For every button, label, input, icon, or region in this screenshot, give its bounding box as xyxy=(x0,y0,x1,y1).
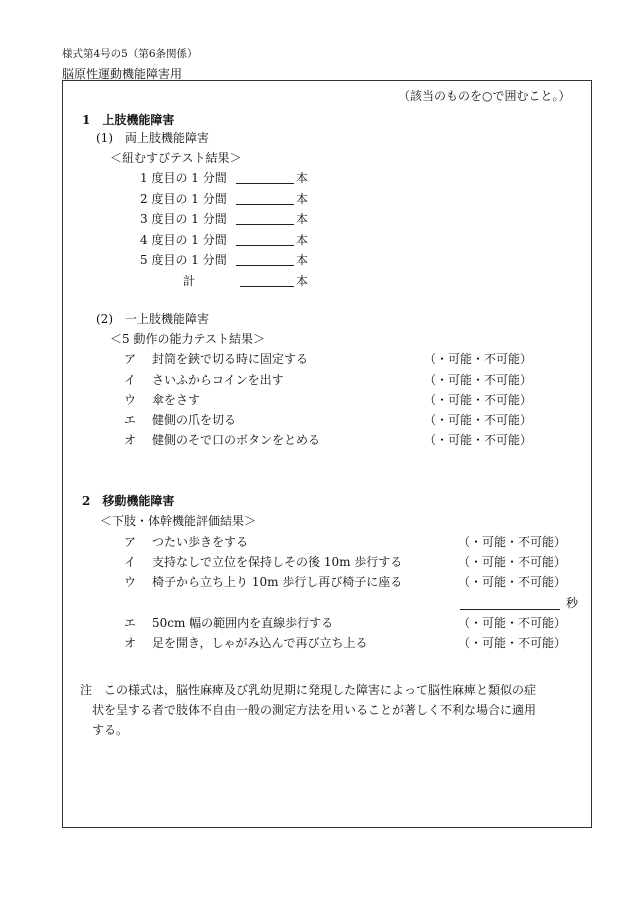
lower-item-1-text: つたい歩きをする xyxy=(152,535,249,549)
upper-item-4-mark: エ xyxy=(124,413,137,427)
string-test-row-3-label: 3 度目の 1 分間 xyxy=(140,212,227,226)
string-test-row-5-blank[interactable] xyxy=(236,265,294,266)
string-test-row-2-unit: 本 xyxy=(296,192,309,206)
lower-item-5-choice[interactable]: （・可能・不可能） xyxy=(458,636,567,650)
string-test-row-1-blank[interactable] xyxy=(236,183,294,184)
string-test-row-3-unit: 本 xyxy=(296,212,309,226)
upper-item-4-text: 健側の爪を切る xyxy=(152,413,237,427)
lower-test-title: ＜下肢・体幹機能評価結果＞ xyxy=(100,514,257,528)
upper-item-2-mark: イ xyxy=(124,373,137,387)
lower-item-1-mark: ア xyxy=(124,535,137,549)
section1-sub2-heading: (2) 一上肢機能障害 xyxy=(96,312,209,326)
upper-item-5-text: 健側のそで口のボタンをとめる xyxy=(152,433,321,447)
string-test-row-2-label: 2 度目の 1 分間 xyxy=(140,192,227,206)
note-line-3: する。 xyxy=(92,723,129,737)
section2-heading: 2 移動機能障害 xyxy=(82,494,175,508)
upper-item-5-mark: オ xyxy=(124,433,137,447)
string-test-row-3-blank[interactable] xyxy=(236,224,294,225)
note-line-2: 状を呈する者で肢体不自由一般の測定方法を用いることが著しく不利な場合に適用 xyxy=(92,703,537,717)
lower-item-3-text: 椅子から立ち上り 10m 歩行し再び椅子に座る xyxy=(152,575,403,589)
form-number: 様式第4号の5（第6条関係） xyxy=(62,48,198,60)
lower-item-4-text: 50cm 幅の範囲内を直線歩行する xyxy=(152,616,334,630)
string-test-row-4-label: 4 度目の 1 分間 xyxy=(140,233,227,247)
string-test-total-label: 計 xyxy=(183,274,196,288)
lower-item-2-mark: イ xyxy=(124,555,137,569)
section1-heading: 1 上肢機能障害 xyxy=(82,113,175,127)
upper-item-3-text: 傘をさす xyxy=(152,393,201,407)
five-action-test-title: ＜5 動作の能力テスト結果＞ xyxy=(110,332,265,346)
string-test-row-5-label: 5 度目の 1 分間 xyxy=(140,253,227,267)
string-test-title: ＜紐むすびテスト結果＞ xyxy=(110,151,242,165)
seconds-unit: 秒 xyxy=(566,596,579,610)
string-test-row-5-unit: 本 xyxy=(296,253,309,267)
upper-item-5-choice[interactable]: （・可能・不可能） xyxy=(424,433,533,447)
upper-item-2-text: さいふからコインを出す xyxy=(152,373,284,387)
lower-item-2-text: 支持なしで立位を保持しその後 10m 歩行する xyxy=(152,555,403,569)
upper-item-1-mark: ア xyxy=(124,352,137,366)
upper-item-2-choice[interactable]: （・可能・不可能） xyxy=(424,373,533,387)
string-test-row-4-blank[interactable] xyxy=(236,245,294,246)
string-test-row-4-unit: 本 xyxy=(296,233,309,247)
lower-item-5-text: 足を開き，しゃがみ込んで再び立ち上る xyxy=(152,636,368,650)
seconds-blank[interactable] xyxy=(460,609,560,610)
lower-item-1-choice[interactable]: （・可能・不可能） xyxy=(458,535,567,549)
lower-item-3-choice[interactable]: （・可能・不可能） xyxy=(458,575,567,589)
form-title: 脳原性運動機能障害用 xyxy=(62,67,183,81)
lower-item-5-mark: オ xyxy=(124,636,137,650)
lower-item-2-choice[interactable]: （・可能・不可能） xyxy=(458,555,567,569)
upper-item-3-choice[interactable]: （・可能・不可能） xyxy=(424,393,533,407)
string-test-row-2-blank[interactable] xyxy=(236,204,294,205)
upper-item-3-mark: ウ xyxy=(124,393,137,407)
string-test-row-1-unit: 本 xyxy=(296,171,309,185)
instruction-note: （該当のものを○で囲むこと。） xyxy=(398,89,571,103)
upper-item-1-text: 封筒を鋏で切る時に固定する xyxy=(152,352,309,366)
section1-sub1-heading: (1) 両上肢機能障害 xyxy=(96,131,209,145)
string-test-row-1-label: 1 度目の 1 分間 xyxy=(140,171,227,185)
lower-item-4-mark: エ xyxy=(124,616,137,630)
string-test-total-unit: 本 xyxy=(296,274,309,288)
string-test-total-blank[interactable] xyxy=(240,286,294,287)
lower-item-3-mark: ウ xyxy=(124,575,137,589)
lower-item-4-choice[interactable]: （・可能・不可能） xyxy=(458,616,567,630)
upper-item-4-choice[interactable]: （・可能・不可能） xyxy=(424,413,533,427)
note-line-1: 注 この様式は，脳性麻痺及び乳幼児期に発現した障害によって脳性麻痺と類似の症 xyxy=(80,683,537,697)
upper-item-1-choice[interactable]: （・可能・不可能） xyxy=(424,352,533,366)
